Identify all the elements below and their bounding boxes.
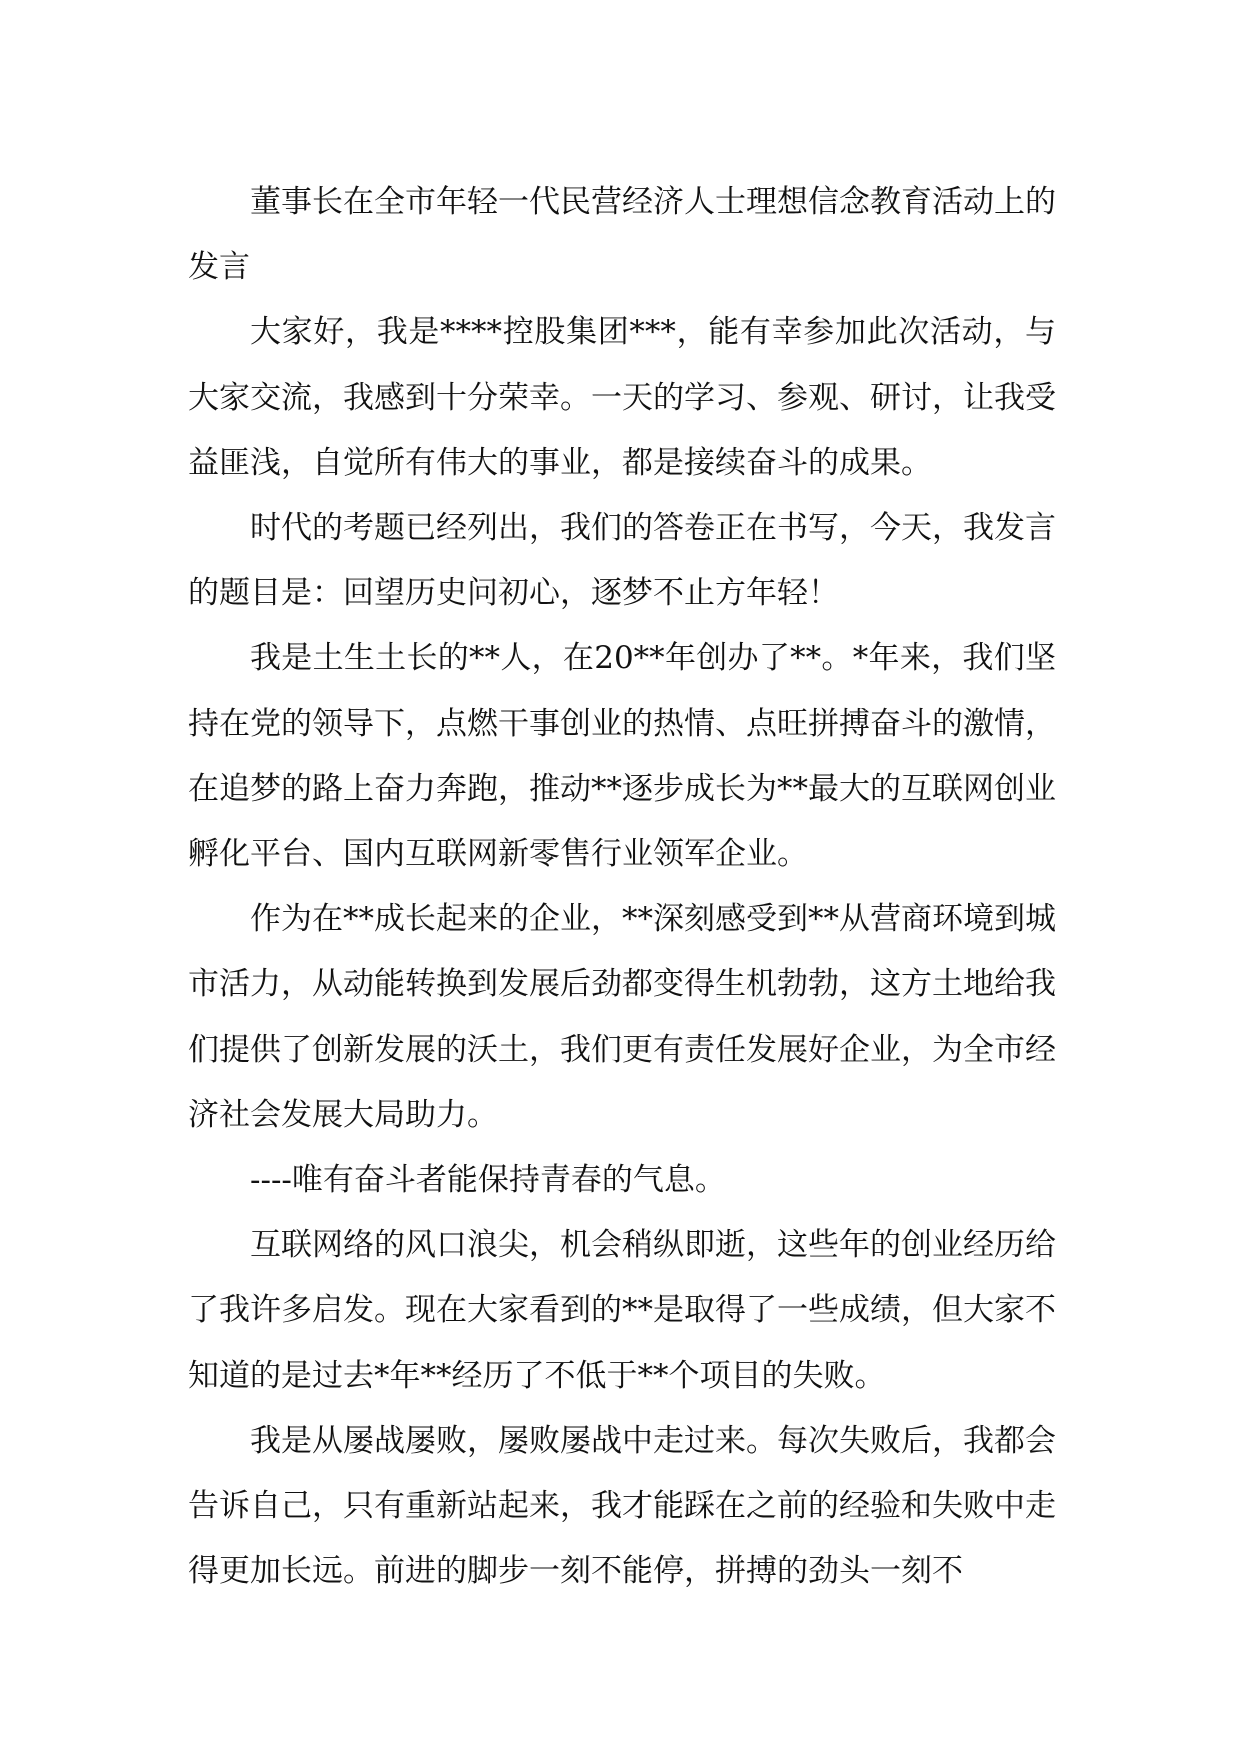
document-page [188,170,1056,1604]
document-title: 董事长在全市年轻一代民营经济人士理想信念教育活动上的发言 [188,184,1056,286]
paragraph: 互联网络的风口浪尖，机会稍纵即逝，这些年的创业经历给了我许多启发。现在大家看到的**是取得了一些成绩，但大家不知道的是过去*年**经历了不低于**个项目的失败。 [188,1227,1056,1394]
paragraph: 我是土生土长的**人，在20**年创办了**。*年来，我们坚持在党的领导下，点燃干事创业的热情、点旺拼搏奋斗的激情，在追梦的路上奋力奔跑，推动**逐步成长为**最大的互联网创业孵化平台、国内互联网新零售行业领军企业。 [188,640,1056,873]
paragraph: 大家好，我是****控股集团***，能有幸参加此次活动，与大家交流，我感到十分荣幸。一天的学习、参观、研讨，让我受益匪浅，自觉所有伟大的事业，都是接续奋斗的成果。 [188,314,1056,481]
paragraph: 我是从屡战屡败，屡败屡战中走过来。每次失败后，我都会告诉自己，只有重新站起来，我才能踩在之前的经验和失败中走得更加长远。前进的脚步一刻不能停，拼搏的劲头一刻不 [188,1422,1056,1590]
paragraph: 时代的考题已经列出，我们的答卷正在书写，今天，我发言的题目是：回望历史问初心，逐梦不止方年轻！ [188,510,1056,612]
paragraph: ----唯有奋斗者能保持青春的气息。 [250,1162,726,1199]
paragraph: 作为在**成长起来的企业，**深刻感受到**从营商环境到城市活力，从动能转换到发展后劲都变得生机勃勃，这方土地给我们提供了创新发展的沃土，我们更有责任发展好企业，为全市经济社会发展大局助力。 [188,901,1056,1133]
